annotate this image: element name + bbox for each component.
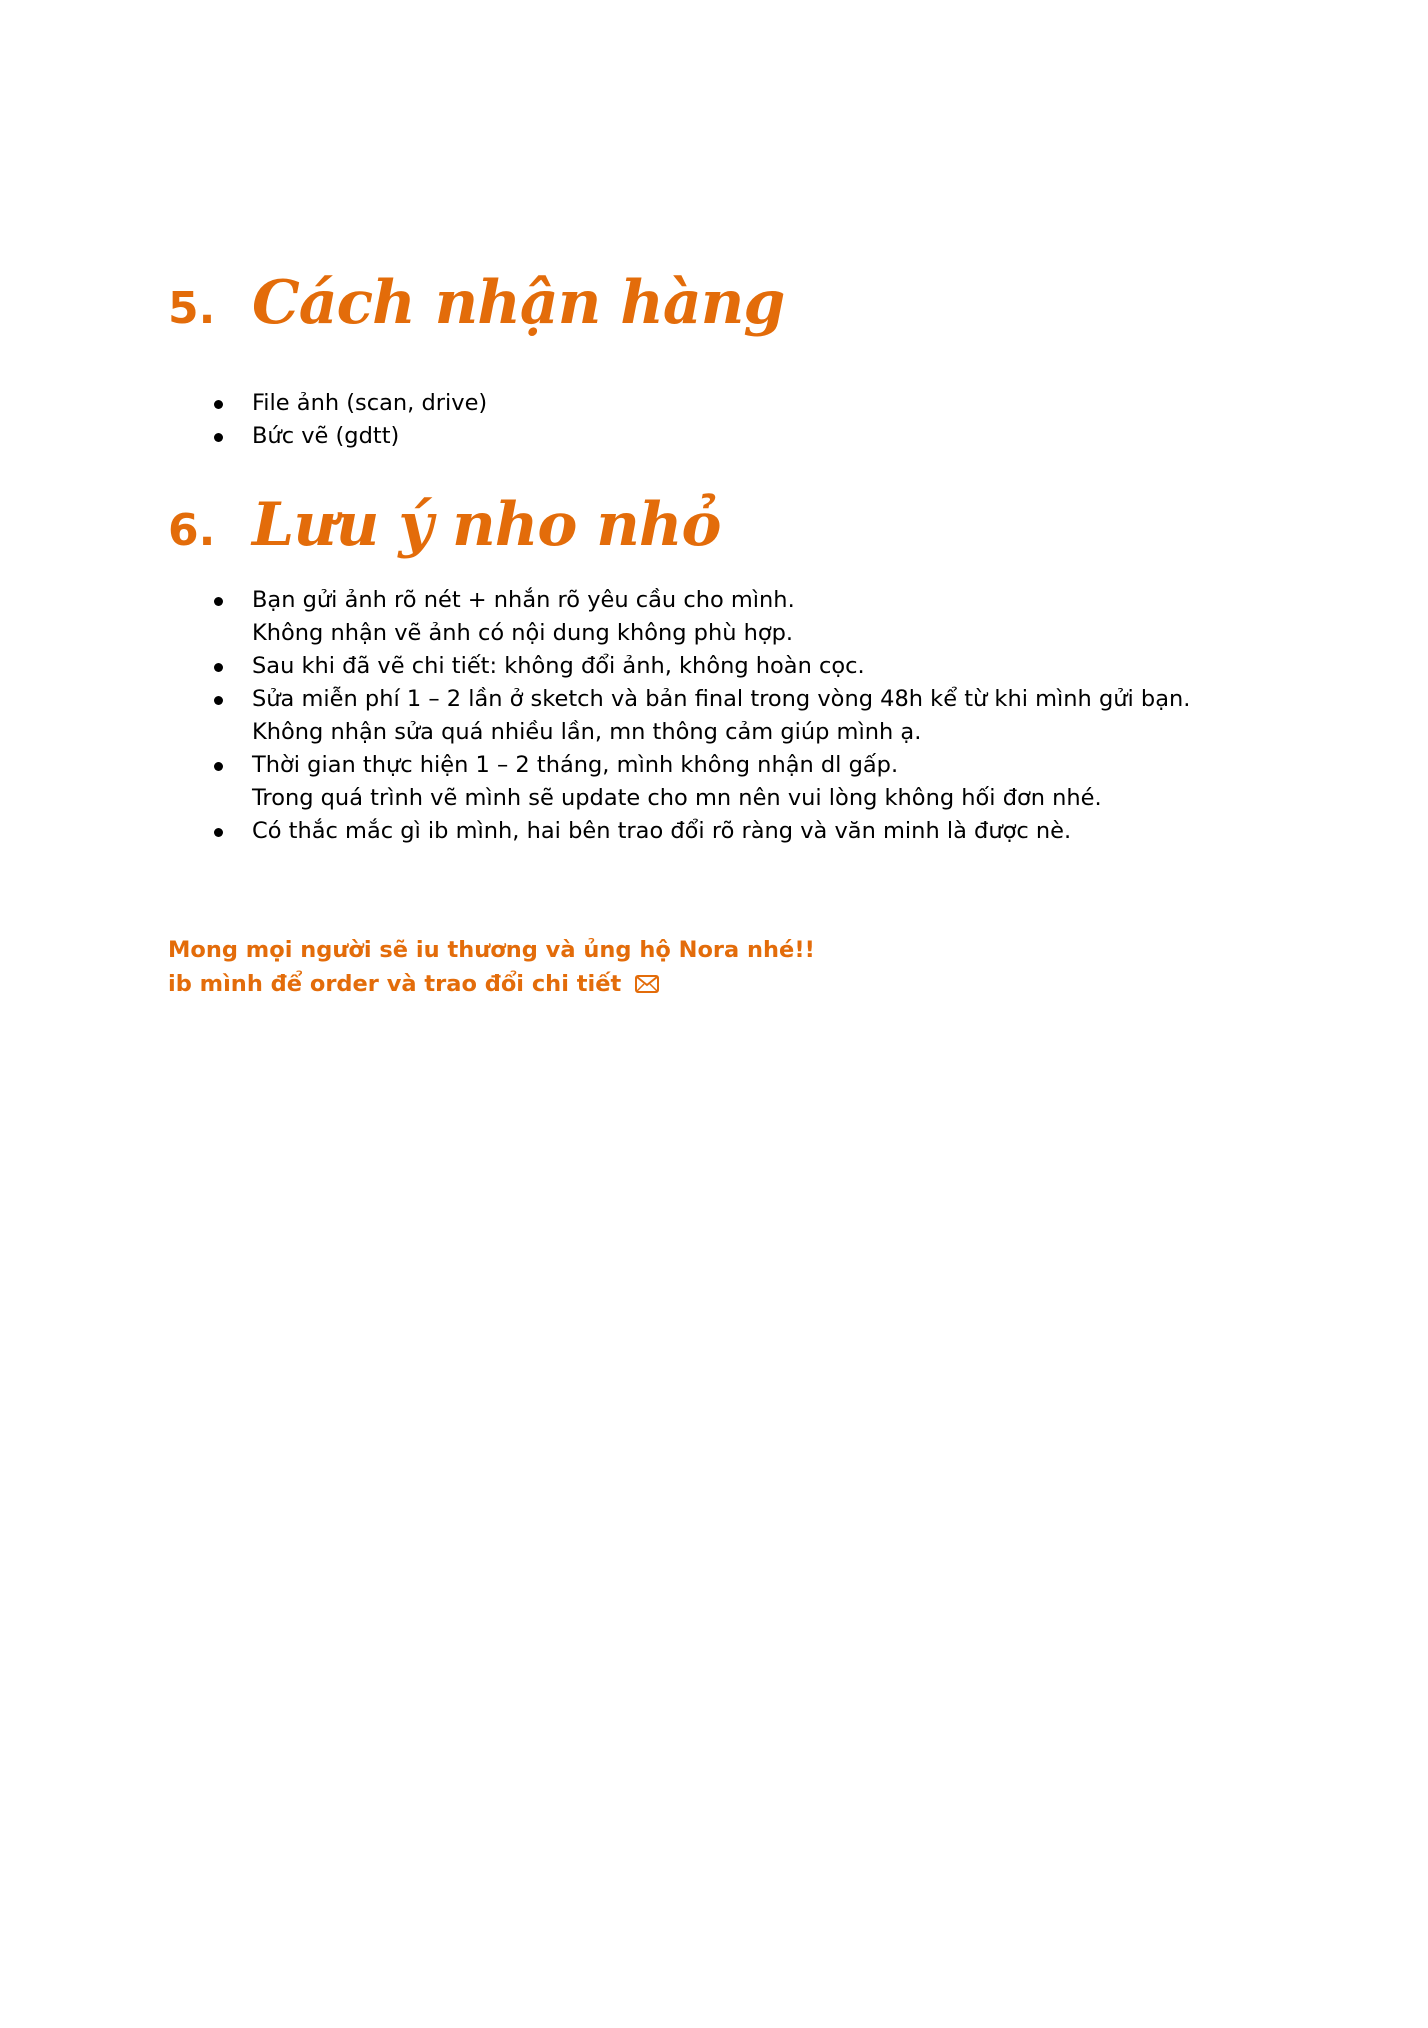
section-5-number: 5. — [168, 283, 216, 334]
section-6-list-item-text: Không nhận sửa quá nhiều lần, mn thông cảm giúp mình ạ. — [252, 719, 922, 745]
bullet-icon — [214, 597, 223, 606]
section-5 — [168, 268, 1278, 338]
bullet-icon — [214, 400, 223, 409]
bullet-icon — [214, 433, 223, 442]
bullet-icon — [214, 663, 223, 672]
section-5-list-item-text: Bức vẽ (gdtt) — [252, 423, 400, 449]
section-5-list-item-text: File ảnh (scan, drive) — [252, 390, 488, 416]
bullet-icon — [214, 828, 223, 837]
section-6-list-wrap — [168, 584, 1278, 848]
section-6-heading — [168, 490, 1278, 560]
section-6-list — [168, 584, 1278, 848]
section-6-list-item-text: Sau khi đã vẽ chi tiết: không đổi ảnh, không hoàn cọc. — [252, 653, 865, 679]
section-6-list-item-text: Trong quá trình vẽ mình sẽ update cho mn nên vui lòng không hối đơn nhé. — [252, 785, 1102, 811]
section-5-list-item — [168, 420, 1278, 453]
section-6-list-item — [168, 815, 1278, 848]
section-6-list-item-text: Bạn gửi ảnh rõ nét + nhắn rõ yêu cầu cho mình. — [252, 587, 795, 613]
section-6-list-item — [168, 650, 1278, 683]
section-6-title: Lưu ý nho nhỏ — [252, 490, 721, 560]
section-6-list-item-text: Thời gian thực hiện 1 – 2 tháng, mình không nhận dl gấp. — [252, 752, 899, 778]
section-6-list-item-text: Có thắc mắc gì ib mình, hai bên trao đổi rõ ràng và văn minh là được nè. — [252, 818, 1072, 844]
section-6-number: 6. — [168, 505, 216, 556]
section-5-list — [168, 387, 1278, 453]
section-5-title: Cách nhận hàng — [252, 268, 785, 338]
section-5-heading — [168, 268, 1278, 338]
bullet-icon — [214, 696, 223, 705]
section-5-list-item — [168, 387, 1278, 420]
section-6-list-item-text: Sửa miễn phí 1 – 2 lần ở sketch và bản final trong vòng 48h kể từ khi mình gửi bạn. — [252, 686, 1191, 712]
section-5-list-wrap — [168, 387, 1278, 453]
closing-line-2 — [168, 967, 815, 1001]
envelope-icon — [635, 975, 659, 993]
section-6-list-item — [168, 584, 1278, 650]
section-6 — [168, 490, 1278, 560]
bullet-icon — [214, 762, 223, 771]
closing-line-1: Mong mọi người sẽ iu thương và ủng hộ Nora nhé!! — [168, 937, 815, 963]
closing-message — [168, 933, 815, 1001]
closing-line-2-text: ib mình để order và trao đổi chi tiết — [168, 971, 622, 997]
section-6-list-item-text: Không nhận vẽ ảnh có nội dung không phù hợp. — [252, 620, 794, 646]
section-6-list-item — [168, 749, 1278, 815]
section-6-list-item — [168, 683, 1278, 749]
